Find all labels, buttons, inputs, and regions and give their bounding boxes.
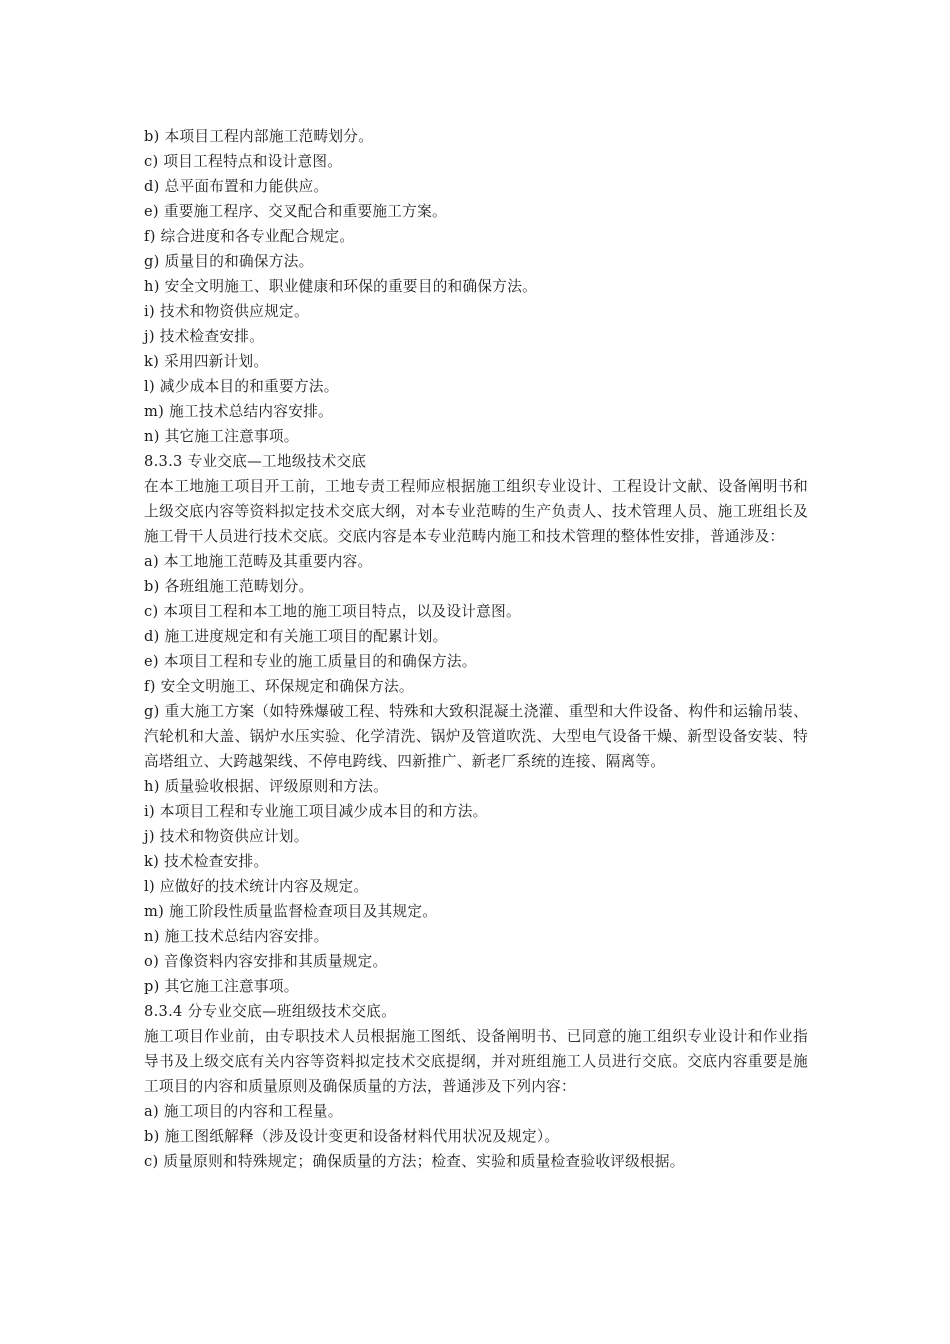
list-item-m: m) 施工技术总结内容安排。	[144, 403, 333, 420]
list-item-d: d) 总平面布置和力能供应。	[144, 178, 329, 195]
list-item-b: b) 各班组施工范畴划分。	[144, 578, 314, 595]
list-item-a: a) 本工地施工范畴及其重要内容。	[144, 553, 373, 570]
section-heading-8-3-3: 8.3.3 专业交底—工地级技术交底	[144, 453, 367, 470]
list-item-g: g) 重大施工方案（如特殊爆破工程、特殊和大致积混凝土浇灌、重型和大件设备、构件和运输吊装、汽轮机和大盖、锅炉水压实验、化学清洗、锅炉及管道吹洗、大型电气设备干燥、新型设备安装、特高塔组立、大跨越架线、不停电跨线、四新推广、新老厂系统的连接、隔离等。	[144, 703, 808, 770]
list-item-g: g) 质量目的和确保方法。	[144, 253, 314, 270]
list-item-i: i) 技术和物资供应规定。	[144, 303, 309, 320]
section-heading-8-3-4: 8.3.4 分专业交底—班组级技术交底。	[144, 1003, 397, 1020]
list-item-f: f) 综合进度和各专业配合规定。	[144, 228, 355, 245]
list-item-e: e) 重要施工程序、交叉配合和重要施工方案。	[144, 203, 447, 220]
list-item-m: m) 施工阶段性质量监督检查项目及其规定。	[144, 903, 438, 920]
list-item-l: l) 减少成本目的和重要方法。	[144, 378, 339, 395]
list-item-o: o) 音像资料内容安排和其质量规定。	[144, 953, 388, 970]
list-item-e: e) 本项目工程和专业的施工质量目的和确保方法。	[144, 653, 477, 670]
section-paragraph-8-3-3: 在本工地施工项目开工前，工地专责工程师应根据施工组织专业设计、工程设计文献、设备阐明书和上级交底内容等资料拟定技术交底大纲，对本专业范畴的生产负责人、技术管理人员、施工班组长及施工骨干人员进行技术交底。交底内容是本专业范畴内施工和技术管理的整体性安排，普通涉及：	[144, 478, 808, 545]
list-item-b: b) 本项目工程内部施工范畴划分。	[144, 128, 374, 145]
list-item-k: k) 采用四新计划。	[144, 353, 269, 370]
list-item-l: l) 应做好的技术统计内容及规定。	[144, 878, 369, 895]
list-item-d: d) 施工进度规定和有关施工项目的配累计划。	[144, 628, 448, 645]
list-item-j: j) 技术和物资供应计划。	[144, 828, 309, 845]
list-item-c: c) 项目工程特点和设计意图。	[144, 153, 343, 170]
list-item-a: a) 施工项目的内容和工程量。	[144, 1103, 343, 1120]
list-item-k: k) 技术检查安排。	[144, 853, 269, 870]
list-item-n: n) 施工技术总结内容安排。	[144, 928, 329, 945]
list-item-n: n) 其它施工注意事项。	[144, 428, 299, 445]
list-item-c: c) 质量原则和特殊规定；确保质量的方法；检查、实验和质量检查验收评级根据。	[144, 1153, 685, 1170]
section-paragraph-8-3-4: 施工项目作业前，由专职技术人员根据施工图纸、设备阐明书、已同意的施工组织专业设计和作业指导书及上级交底有关内容等资料拟定技术交底提纲，并对班组施工人员进行交底。交底内容重要是施工项目的内容和质量原则及确保质量的方法，普通涉及下列内容：	[144, 1028, 808, 1095]
list-item-i: i) 本项目工程和专业施工项目减少成本目的和方法。	[144, 803, 488, 820]
list-item-f: f) 安全文明施工、环保规定和确保方法。	[144, 678, 414, 695]
list-item-h: h) 质量验收根据、评级原则和方法。	[144, 778, 389, 795]
list-item-j: j) 技术检查安排。	[144, 328, 265, 345]
list-item-c: c) 本项目工程和本工地的施工项目特点，以及设计意图。	[144, 603, 521, 620]
list-item-h: h) 安全文明施工、职业健康和环保的重要目的和确保方法。	[144, 278, 537, 295]
document-page	[144, 124, 808, 1174]
list-item-b: b) 施工图纸解释（涉及设计变更和设备材料代用状况及规定）。	[144, 1128, 560, 1145]
list-item-p: p) 其它施工注意事项。	[144, 978, 299, 995]
